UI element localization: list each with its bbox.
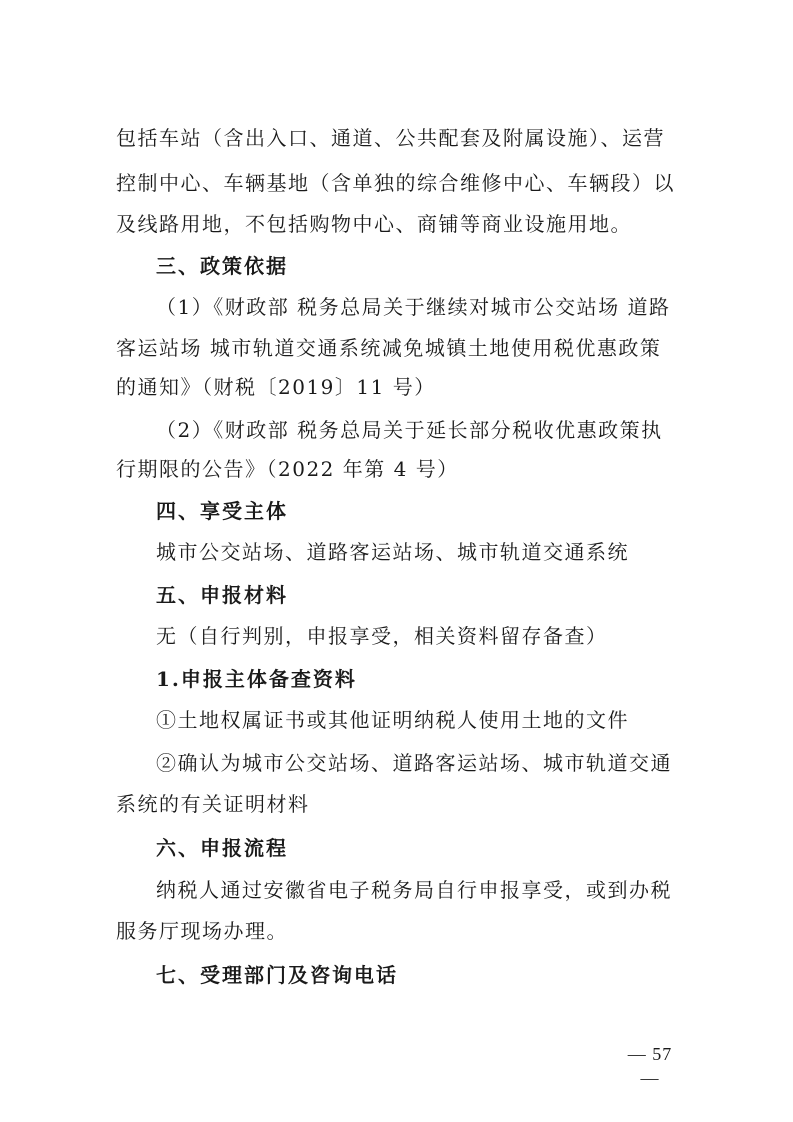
paragraph-line: 及线路用地，不包括购物中心、商铺等商业设施用地。 xyxy=(116,212,632,236)
paragraph-line: 无（自行判别，申报享受，相关资料留存备查） xyxy=(156,624,608,648)
paragraph-line: 客运站场 城市轨道交通系统减免城镇土地使用税优惠政策 xyxy=(116,336,662,360)
paragraph-line: （2）《财政部 税务总局关于延长部分税收优惠政策执 xyxy=(156,418,663,442)
paragraph-line: 服务厅现场办理。 xyxy=(116,919,288,943)
page-number: — 57 — xyxy=(627,1044,673,1088)
paragraph-line: （1）《财政部 税务总局关于继续对城市公交站场 道路 xyxy=(156,295,671,319)
paragraph-line: 纳税人通过安徽省电子税务局自行申报享受，或到办税 xyxy=(156,878,672,902)
paragraph-line: ①土地权属证书或其他证明纳税人使用土地的文件 xyxy=(156,708,629,732)
paragraph-line: ②确认为城市公交站场、道路客运站场、城市轨道交通 xyxy=(156,751,672,775)
paragraph-line: 系统的有关证明材料 xyxy=(116,792,310,816)
paragraph-line: 的通知》（财税〔2019〕11 号） xyxy=(116,375,436,399)
section-heading-filing-process: 六、申报流程 xyxy=(156,836,288,860)
section-heading-filing-materials: 五、申报材料 xyxy=(156,583,288,607)
section-heading-beneficiaries: 四、享受主体 xyxy=(156,499,288,523)
paragraph-line: 行期限的公告》（2022 年第 4 号） xyxy=(116,457,459,481)
paragraph-line: 控制中心、车辆基地（含单独的综合维修中心、车辆段）以 xyxy=(116,171,675,195)
section-heading-policy-basis: 三、政策依据 xyxy=(156,254,288,278)
paragraph-line: 包括车站（含出入口、通道、公共配套及附属设施）、运营 xyxy=(116,126,665,150)
section-heading-contact: 七、受理部门及咨询电话 xyxy=(156,963,398,987)
paragraph-line: 城市公交站场、道路客运站场、城市轨道交通系统 xyxy=(156,540,629,564)
subsection-heading-records: 1.申报主体备查资料 xyxy=(156,667,357,691)
